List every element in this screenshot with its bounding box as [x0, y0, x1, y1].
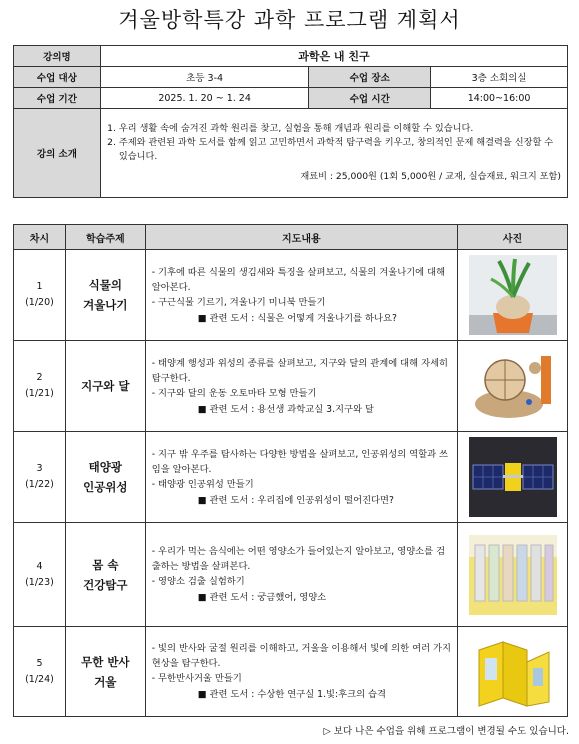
header-session: 차시 — [14, 225, 66, 250]
intro-item: 2. 주제와 관련된 과학 도서를 함께 읽고 고민하면서 과학적 탐구력을 키우고, 창의적인 문제 해결력을 신장할 수 있습니다. — [119, 136, 563, 164]
fee-text: 재료비 : 25,000원 (1회 5,000원 / 교재, 실습재료, 워크지 포함) — [300, 171, 561, 182]
topic-cell — [65, 627, 145, 717]
content-line: - 영양소 검출 실험하기 — [151, 576, 245, 587]
content-line: - 우리가 먹는 음식에는 어떤 영양소가 들어있는지 알아보고, 영양소를 검출하는 방법을 살펴본다. — [151, 546, 446, 572]
content-line: - 구근식물 기르기, 겨울나기 미니북 만들기 — [151, 296, 326, 308]
topic-cell — [65, 432, 145, 523]
mirror-box-photo — [469, 632, 557, 712]
session-cell — [14, 341, 66, 432]
related-book: ■ 관련 도서 : 식물은 어떻게 겨울나기를 하나요? — [197, 312, 397, 324]
content-cell — [145, 432, 457, 523]
header-photo: 사진 — [458, 225, 568, 250]
session-date: (1/20) — [25, 297, 54, 308]
topic-line: 몸 속 — [92, 557, 119, 572]
topic-line: 겨울나기 — [83, 298, 128, 312]
table-row — [14, 523, 568, 627]
topic-line: 인공위성 — [83, 480, 128, 494]
time-value: 14:00~16:00 — [431, 88, 568, 109]
topic-cell — [65, 341, 145, 432]
course-name-label: 강의명 — [14, 46, 101, 67]
content-cell — [145, 250, 457, 341]
content-cell — [145, 523, 457, 627]
nutrient-test-photo — [469, 535, 557, 615]
topic-line: 거울 — [94, 674, 117, 689]
session-date: (1/24) — [25, 673, 54, 685]
earth-moon-model-photo — [469, 346, 557, 426]
content-line: - 빛의 반사와 굴절 원리를 이해하고, 거울을 이용해서 빛에 의한 여러 가지 현상을 탐구한다. — [151, 643, 451, 669]
place-value: 3층 소회의실 — [431, 67, 568, 88]
photo-cell — [458, 341, 568, 432]
content-line: - 지구 밖 우주를 탐사하는 다양한 방법을 살펴보고, 인공위성의 역할과 쓰임을 알아본다. — [151, 448, 449, 475]
header-content: 지도내용 — [145, 225, 457, 250]
intro-content — [100, 109, 567, 198]
course-name-value: 과학은 내 친구 — [100, 46, 567, 67]
course-info-table — [13, 45, 568, 198]
related-book: ■ 관련 도서 : 수상한 연구실 1.빛:후크의 습격 — [197, 689, 387, 700]
table-row — [14, 627, 568, 717]
session-number: 5 — [36, 657, 43, 669]
session-number: 4 — [36, 560, 43, 572]
photo-cell — [458, 523, 568, 627]
session-number: 3 — [36, 463, 43, 474]
topic-line: 지구와 달 — [81, 379, 130, 393]
related-book: ■ 관련 도서 : 용선생 과학교실 3.지구와 달 — [197, 403, 374, 415]
content-line: - 태양광 인공위성 만들기 — [151, 478, 254, 490]
target-label: 수업 대상 — [14, 67, 101, 88]
topic-line: 식물의 — [88, 278, 122, 292]
intro-label: 강의 소개 — [14, 109, 101, 198]
place-label: 수업 장소 — [309, 67, 431, 88]
intro-item: 1. 우리 생활 속에 숨겨진 과학 원리를 찾고, 실험을 통해 개념과 원리를 이해할 수 있습니다. — [119, 122, 563, 136]
target-value: 초등 3-4 — [100, 67, 309, 88]
topic-line: 건강탐구 — [83, 577, 128, 592]
content-line: - 지구와 달의 운동 오토마타 모형 만들기 — [151, 387, 317, 399]
content-cell — [145, 627, 457, 717]
topic-line: 태양광 — [88, 460, 122, 474]
footnote: ▷ 보다 나은 수업을 위해 프로그램이 변경될 수도 있습니다. — [323, 726, 569, 737]
session-date: (1/23) — [25, 576, 54, 588]
session-date: (1/21) — [25, 388, 54, 399]
content-line: - 기후에 따른 식물의 생김새와 특징을 살펴보고, 식물의 겨울나기에 대해 알아본다. — [151, 266, 446, 293]
session-number: 2 — [36, 372, 43, 383]
period-label: 수업 기간 — [14, 88, 101, 109]
table-row — [14, 250, 568, 341]
session-cell — [14, 523, 66, 627]
session-number: 1 — [36, 281, 43, 292]
photo-cell — [458, 432, 568, 523]
content-line: - 무한반사거울 만들기 — [151, 673, 242, 684]
page-title: 겨울방학특강 과학 프로그램 계획서 — [118, 8, 461, 32]
bulb-plant-photo — [469, 255, 557, 335]
period-value: 2025. 1. 20 ~ 1. 24 — [100, 88, 309, 109]
time-label: 수업 시간 — [309, 88, 431, 109]
related-book: ■ 관련 도서 : 궁금했어, 영양소 — [197, 592, 327, 603]
photo-cell — [458, 250, 568, 341]
topic-cell — [65, 523, 145, 627]
session-cell — [14, 250, 66, 341]
session-cell — [14, 627, 66, 717]
satellite-model-photo — [469, 437, 557, 517]
topic-cell — [65, 250, 145, 341]
lesson-plan-table — [13, 224, 568, 717]
table-row — [14, 341, 568, 432]
content-cell — [145, 341, 457, 432]
session-date: (1/22) — [25, 479, 54, 490]
header-topic: 학습주제 — [65, 225, 145, 250]
session-cell — [14, 432, 66, 523]
content-line: - 태양계 행성과 위성의 종류를 살펴보고, 지구와 달의 관계에 대해 자세히 탐구한다. — [151, 357, 449, 384]
table-row — [14, 432, 568, 523]
photo-cell — [458, 627, 568, 717]
related-book: ■ 관련 도서 : 우리집에 인공위성이 떨어진다면? — [197, 494, 394, 506]
topic-line: 무한 반사 — [81, 654, 130, 669]
